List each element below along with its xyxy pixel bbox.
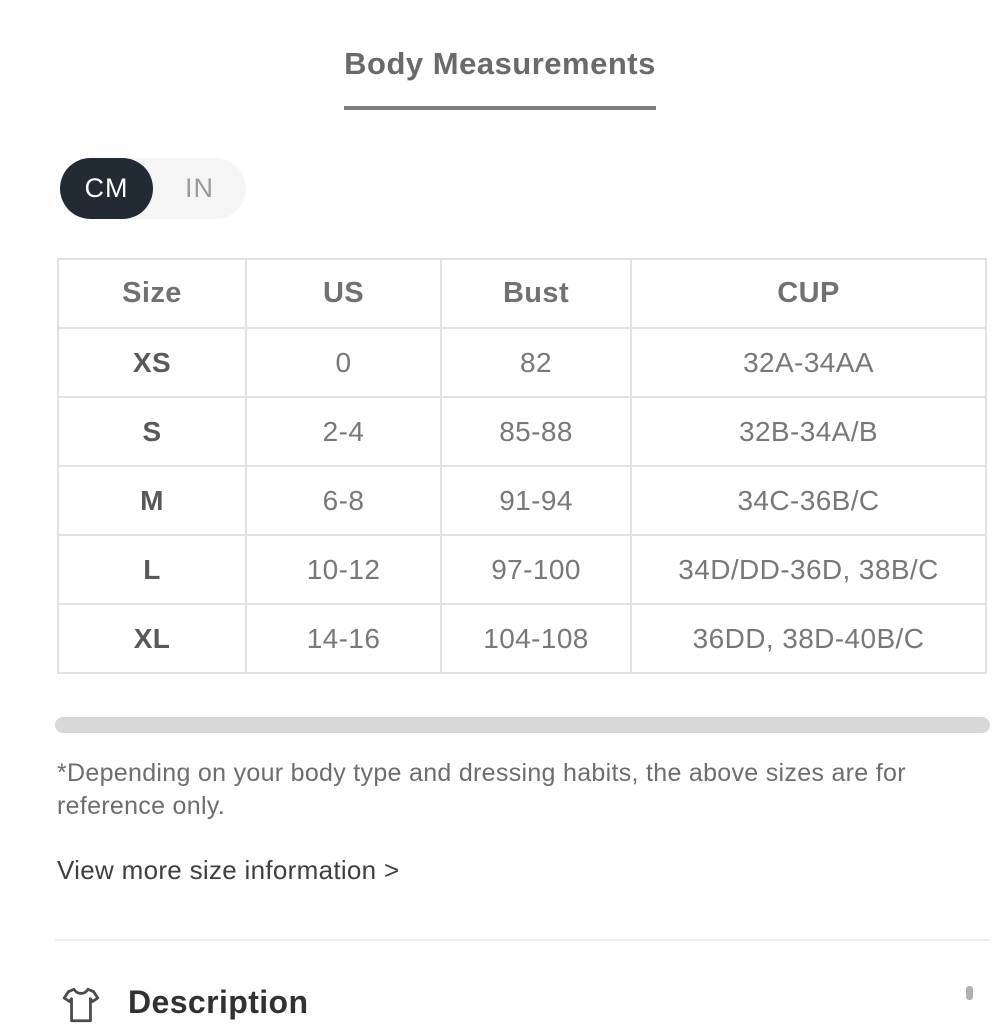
cell-bust: 104-108 [441, 604, 631, 673]
cell-size: XL [58, 604, 246, 673]
page-title: Body Measurements [344, 46, 656, 110]
cell-cup: 32A-34AA [631, 328, 986, 397]
cell-bust: 91-94 [441, 466, 631, 535]
table-row [58, 328, 986, 397]
cell-size: L [58, 535, 246, 604]
cell-us: 0 [246, 328, 441, 397]
horizontal-scrollbar[interactable] [55, 717, 990, 733]
cell-cup: 34D/DD-36D, 38B/C [631, 535, 986, 604]
disclaimer-text: *Depending on your body type and dressing habits, the above sizes are for reference only. [57, 759, 906, 820]
toggle-option-cm[interactable]: CM [60, 158, 153, 219]
column-header-us: US [246, 259, 441, 328]
cell-bust: 97-100 [441, 535, 631, 604]
cell-bust: 85-88 [441, 397, 631, 466]
table-row [58, 397, 986, 466]
vertical-scrollbar[interactable] [966, 986, 973, 1000]
view-more-link[interactable]: View more size information > [57, 855, 400, 885]
cell-size: M [58, 466, 246, 535]
tshirt-icon [60, 984, 102, 1026]
cell-us: 6-8 [246, 466, 441, 535]
table-row [58, 466, 986, 535]
description-section-header[interactable] [60, 984, 308, 1026]
cell-us: 14-16 [246, 604, 441, 673]
table-header-row [58, 259, 986, 328]
cell-size: XS [58, 328, 246, 397]
column-header-bust: Bust [441, 259, 631, 328]
cell-cup: 32B-34A/B [631, 397, 986, 466]
cell-cup: 36DD, 38D-40B/C [631, 604, 986, 673]
table-row [58, 604, 986, 673]
cell-cup: 34C-36B/C [631, 466, 986, 535]
next-section-title: Description [128, 984, 309, 1020]
unit-toggle[interactable] [60, 158, 246, 219]
toggle-option-in[interactable]: IN [185, 173, 214, 203]
header [0, 46, 1000, 110]
column-header-cup: CUP [631, 259, 986, 328]
cell-size: S [58, 397, 246, 466]
column-header-size: Size [58, 259, 246, 328]
cell-us: 10-12 [246, 535, 441, 604]
table-row [58, 535, 986, 604]
size-table [57, 258, 987, 674]
cell-bust: 82 [441, 328, 631, 397]
cell-us: 2-4 [246, 397, 441, 466]
section-divider [55, 939, 990, 941]
